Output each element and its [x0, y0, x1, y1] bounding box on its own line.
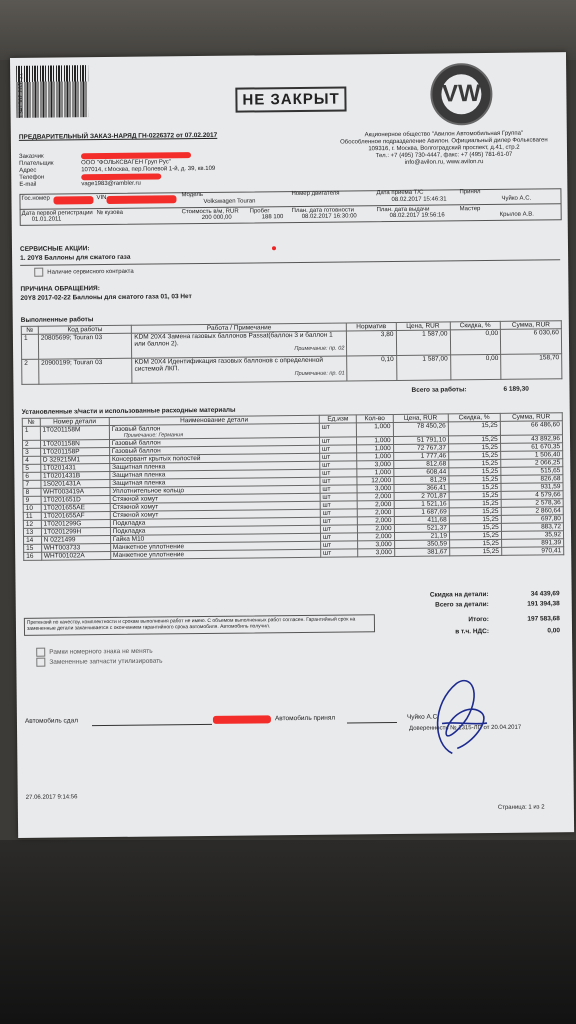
works-header-cell: Сумма, RUR: [500, 321, 561, 330]
work-discount: 0,00: [450, 329, 501, 355]
power-of-attorney: Доверенность № 1315-ЛП от 20.04.2017: [409, 724, 522, 732]
company-line: Акционерное общество "Авилон Автомобильная Группа": [364, 130, 524, 139]
background-top: [0, 0, 576, 60]
part-number: 11: [23, 512, 41, 520]
discount-value: 34 439,69: [530, 590, 560, 598]
receive-label: Дата приема Т/С: [376, 189, 424, 197]
works-total-label: Всего за работы:: [411, 386, 467, 394]
work-name: KDM 20X4 Замена газовых баллонов Passat(баллон 3 и баллон 1 или баллон 2). Примечание: пр. 02: [132, 331, 347, 358]
part-code: 1T0201431: [40, 463, 109, 472]
part-price: 411,68: [394, 516, 449, 525]
part-code: 1T0201158N: [40, 439, 109, 448]
part-price: 812,68: [393, 460, 448, 469]
works-header-cell: Норматив: [347, 322, 396, 331]
part-price: 1 687,69: [394, 508, 449, 517]
part-discount: 15,25: [449, 483, 501, 492]
part-sum: 2 066,25: [500, 459, 562, 468]
signature: [411, 673, 502, 764]
part-qty: 2,000: [358, 517, 394, 525]
master-value: Крылов А.В.: [499, 211, 534, 218]
part-sum: 515,65: [501, 467, 563, 476]
company-line: info@avilon.ru, www.avilon.ru: [404, 159, 484, 166]
engine-label: Номер двигателя: [291, 190, 340, 198]
part-discount: 15,25: [449, 475, 501, 484]
part-price: 1 777,46: [393, 452, 448, 461]
part-sum: 883,72: [501, 523, 563, 532]
part-number: 6: [23, 472, 41, 480]
reg-label: Дата первой регистрации: [21, 210, 93, 217]
part-discount: 15,25: [449, 531, 501, 540]
plan-label: План. дата готовности: [291, 207, 355, 215]
part-discount: 15,25: [448, 421, 500, 436]
part-code: 1T0201651D: [41, 495, 110, 504]
part-number: 16: [24, 552, 42, 560]
accepted-sign-label: Автомобиль принял: [274, 714, 336, 723]
part-sum: 1 506,40: [500, 451, 562, 460]
part-price: 350,59: [394, 540, 449, 549]
work-number: 2: [22, 359, 39, 384]
redaction: [106, 195, 176, 204]
part-qty: 1,000: [357, 469, 393, 477]
part-number: 5: [23, 464, 41, 472]
part-name: Подкладка: [110, 525, 320, 535]
reg-value: 01.01.2011: [31, 216, 62, 223]
works-total-value: 6 189,30: [503, 385, 529, 393]
parts-header-cell: Наименование детали: [109, 415, 319, 425]
part-unit: шт: [320, 485, 358, 493]
part-qty: 2,000: [358, 533, 394, 541]
part-name: Защитная пленка: [110, 461, 320, 471]
works-header-cell: Код работы: [38, 325, 132, 334]
payer-value: ООО "ФОЛЬКСВАГЕН Груп Рус": [81, 159, 171, 167]
parts-header-cell: Скидка, %: [448, 413, 500, 422]
works-header-cell: Цена, RUR: [396, 322, 450, 331]
work-price: 1 587,00: [396, 330, 450, 356]
part-code: 1S0201431A: [41, 479, 110, 488]
check-frame-row: [36, 647, 152, 657]
parts-table: [22, 412, 564, 561]
redaction: [53, 196, 93, 204]
part-discount: 15,25: [449, 499, 501, 508]
part-qty: 3,000: [357, 461, 393, 469]
mileage-label: Пробег: [249, 208, 270, 215]
work-norm: 0,10: [347, 355, 396, 381]
part-name: Стяжной хомут: [110, 501, 320, 511]
check-parts-label: Замененные запчасти утилизировать: [49, 657, 163, 666]
part-discount: 15,25: [449, 539, 501, 548]
work-sum: 6 030,60: [501, 329, 562, 355]
part-price: 1 521,16: [394, 500, 449, 509]
part-discount: 15,25: [448, 443, 500, 452]
part-unit: шт: [319, 423, 357, 437]
parts-checkbox[interactable]: [36, 658, 45, 667]
part-sum: 826,68: [501, 475, 563, 484]
part-name: Подкладка: [110, 517, 320, 527]
issue-value: 08.02.2017 19:56:16: [389, 212, 445, 220]
redaction: [81, 152, 191, 159]
part-number: 1: [22, 426, 40, 440]
part-unit: шт: [320, 501, 358, 509]
part-unit: шт: [319, 445, 357, 453]
part-discount: 15,25: [449, 515, 501, 524]
frame-checkbox[interactable]: [36, 648, 45, 657]
issue-label: План. дата выдачи: [376, 206, 430, 214]
parts-header-cell: Ед.изм: [319, 415, 357, 423]
part-qty: 2,000: [358, 509, 394, 517]
part-price: 608,44: [393, 468, 448, 477]
stamp: НЕ ЗАКРЫТ: [235, 86, 347, 112]
part-sum: 891,39: [501, 539, 563, 548]
part-name: Стяжной хомут: [110, 509, 320, 519]
service-actions-item: 1. 20Y8 Баллоны для сжатого газа: [20, 253, 131, 262]
barcode: [16, 65, 89, 118]
work-number: 1: [21, 334, 38, 359]
part-sum: 2 578,36: [501, 499, 563, 508]
company-line: Обособленное подразделение Авилон. Официальный дилер Фольксваген: [340, 137, 548, 146]
work-name: KDM 20X4 Идентификация газовых баллонов с определенной системой ЛКП. Примечание: пр. 01: [132, 356, 347, 383]
part-code: 1T0201431B: [40, 471, 109, 480]
work-note: Примечание: пр. 02: [294, 345, 345, 353]
part-code: WHT003733: [41, 543, 110, 552]
part-number: 14: [24, 536, 42, 544]
part-price: 81,29: [394, 476, 449, 485]
part-name: Защитная пленка: [110, 469, 320, 479]
part-number: 12: [23, 520, 41, 528]
footer-datetime: 27.06.2017 9:14:56: [25, 794, 78, 801]
part-number: 10: [23, 504, 41, 512]
part-sum: 43 892,96: [500, 435, 562, 444]
parts-header-cell: Цена, RUR: [393, 414, 448, 423]
company-line: Тел.: +7 (495) 730-4447, факс: +7 (495) 781-61-07: [375, 151, 513, 160]
part-qty: 1,000: [357, 423, 394, 437]
part-number: 3: [23, 448, 41, 456]
part-sum: 4 579,66: [501, 491, 563, 500]
works-row: [22, 354, 562, 385]
plan-value: 08.02.2017 16:30:00: [301, 213, 357, 220]
model-label: Модель: [181, 191, 204, 199]
part-discount: 15,25: [449, 467, 501, 476]
part-code: 1T0201158M: [40, 425, 109, 440]
part-unit: шт: [320, 509, 358, 517]
part-unit: шт: [320, 477, 358, 485]
part-unit: шт: [319, 453, 357, 461]
part-qty: 12,000: [357, 477, 393, 485]
footer-page: Страница: 1 из 2: [497, 804, 545, 811]
part-unit: шт: [320, 525, 358, 533]
part-sum: 970,41: [501, 547, 563, 556]
email-value: vage1983@rambler.ru: [81, 180, 141, 188]
company-line: 109316, г. Москва, Волгоградский проспект, д.41, стр.2: [368, 144, 520, 153]
part-number: 7: [23, 480, 41, 488]
part-qty: 2,000: [357, 493, 393, 501]
part-discount: 15,25: [449, 459, 501, 468]
parts-total-label: Всего за детали:: [435, 601, 489, 609]
vat-value: 0,00: [547, 627, 561, 635]
vw-logo: VW: [430, 63, 493, 126]
part-unit: шт: [320, 549, 358, 557]
part-unit: шт: [320, 469, 358, 477]
check-parts-row: [36, 656, 162, 667]
work-discount: 0,00: [450, 354, 501, 380]
part-qty: 1,000: [357, 445, 393, 453]
part-code: 1T0201655AE: [41, 503, 110, 512]
part-name: Газовый баллон Примечание: Германия: [109, 423, 319, 439]
master-label: Мастер: [459, 206, 481, 213]
works-table: [21, 320, 563, 385]
part-qty: 3,000: [358, 541, 394, 549]
work-code: 20900199; Touran 03: [39, 358, 133, 384]
body-label: № кузова: [96, 209, 123, 217]
part-code: WHT001022A: [41, 551, 110, 560]
part-number: 15: [24, 544, 42, 552]
works-header-cell: Работа / Примечание: [132, 323, 347, 333]
parts-header-cell: Кол-во: [357, 415, 393, 423]
part-price: 521,37: [394, 524, 449, 533]
part-discount: 15,25: [449, 523, 501, 532]
parts-title: Установленные з/части и использованные расходные материалы: [21, 406, 236, 416]
works-header-cell: Скидка, %: [450, 321, 501, 330]
address-value: 107014, г.Москва, пер.Полевой 1-й, д. 39, кв.109: [81, 165, 216, 174]
doc-title: ПРЕДВАРИТЕЛЬНЫЙ ЗАКАЗ-НАРЯД ГН-0226372 от 07.02.2017: [18, 131, 218, 141]
part-unit: шт: [320, 517, 358, 525]
part-price: 366,41: [394, 484, 449, 493]
work-sum: 158,70: [501, 354, 562, 380]
part-code: 1T0201299G: [41, 519, 110, 528]
part-number: 4: [23, 456, 41, 464]
part-name: Газовый баллон: [109, 445, 319, 455]
part-number: 9: [23, 496, 41, 504]
service-actions-title: СЕРВИСНЫЕ АКЦИИ:: [19, 245, 90, 253]
part-price: 72 767,37: [393, 444, 448, 453]
part-name: Стяжной хомут: [110, 493, 320, 503]
part-qty: 2,000: [357, 501, 393, 509]
part-code: 1T0201655AF: [41, 511, 110, 520]
part-sum: 697,80: [501, 515, 563, 524]
total-label: Итого:: [468, 616, 489, 624]
works-header-cell: №: [21, 326, 38, 334]
redaction: [81, 173, 161, 180]
mileage-value: 188 100: [261, 214, 284, 221]
work-price: 1 587,00: [396, 355, 450, 381]
part-unit: шт: [319, 437, 357, 445]
redaction: [213, 715, 271, 724]
part-number: 8: [23, 488, 41, 496]
customer-labels: Заказчик Плательщик Адрес Телефон E-mail: [19, 153, 54, 188]
work-norm: 3,80: [347, 330, 396, 356]
parts-header-cell: №: [22, 418, 40, 426]
parts-header-cell: Сумма, RUR: [500, 413, 562, 422]
reason-text: 20Y8 2017-02-22 Баллоны для сжатого газа 01, 03 Нет: [20, 293, 192, 302]
discount-label: Скидка на детали:: [429, 591, 489, 599]
part-name: Консервант крытых полостей: [109, 453, 319, 463]
claim-text: Претензий по качеству, комплектности и срокам выполнения работ не имею. С объемом выполненных работ согласен. Гарантийный срок на замененные детали заканчивается с окончанием гарантийного срока автомобиля. Автомобиль получил.: [24, 614, 375, 636]
model-value: Volkswagen Touran: [203, 198, 256, 205]
part-discount: 15,25: [450, 547, 502, 556]
part-number: 2: [23, 440, 41, 448]
part-price: 381,67: [394, 548, 449, 557]
handed-label: Автомобиль сдал: [24, 717, 79, 725]
part-sum: 61 670,35: [500, 443, 562, 452]
document-sheet: [10, 52, 574, 838]
part-name: Манжетное уплотнение: [110, 541, 320, 551]
reason-title: ПРИЧИНА ОБРАЩЕНИЯ:: [20, 285, 100, 293]
part-code: D 329215M1: [40, 455, 109, 464]
part-name: Защитная пленка: [110, 477, 320, 487]
part-unit: шт: [320, 533, 358, 541]
vin-label: VIN: [96, 194, 107, 202]
parts-header-cell: Номер детали: [40, 417, 109, 426]
part-price: 51 791,10: [393, 436, 448, 445]
barcode-number: 1341582 263721: [18, 72, 25, 118]
part-unit: шт: [320, 461, 358, 469]
part-qty: 1,000: [357, 437, 393, 445]
part-qty: 3,000: [358, 549, 394, 557]
part-name: Газовый баллон: [109, 437, 319, 447]
part-name: Гайка M10: [110, 533, 320, 543]
receive-value: 08.02.2017 15:46:31: [391, 196, 447, 204]
part-name: Уплотнительное кольцо: [110, 485, 320, 495]
part-price: 2 701,87: [394, 492, 449, 501]
check-frame-label: Рамки номерного знака не менять: [49, 647, 153, 656]
part-discount: 15,25: [448, 435, 500, 444]
part-sum: 66 486,60: [500, 421, 562, 436]
part-price: 21,19: [394, 532, 449, 541]
part-sum: 35,92: [501, 531, 563, 540]
part-discount: 15,25: [449, 491, 501, 500]
cost-value: 200 000,00: [201, 214, 232, 222]
contract-label: Наличие сервисного контракта: [47, 268, 134, 276]
part-code: 1T0201158P: [40, 447, 109, 456]
part-qty: 2,000: [358, 525, 394, 533]
part-unit: шт: [320, 493, 358, 501]
part-discount: 15,25: [449, 507, 501, 516]
gos-label: Гос.номер: [21, 195, 50, 202]
sign-name: Чуйко А.С.: [406, 713, 440, 721]
part-name: Манжетное уплотнение: [110, 549, 320, 559]
part-discount: 15,25: [449, 451, 501, 460]
part-price: 78 450,26: [393, 422, 448, 437]
contract-checkbox-row: [34, 267, 133, 277]
parts-total-value: 191 394,38: [527, 600, 560, 608]
company-block: [329, 130, 559, 167]
part-sum: 931,59: [501, 483, 563, 492]
works-title: Выполненные работы: [20, 316, 94, 324]
cost-label: Стоимость в/м, RUR: [181, 208, 239, 216]
background-bottom: [0, 840, 576, 1024]
part-qty: 1,000: [357, 453, 393, 461]
part-code: 1T0201299H: [41, 527, 110, 536]
part-code: WHT003419A: [41, 487, 110, 496]
part-unit: шт: [320, 541, 358, 549]
part-code: N 0221499: [41, 535, 110, 544]
red-dot: [272, 246, 276, 250]
work-note: Примечание: пр. 01: [294, 370, 345, 378]
part-note: Примечание: Германия: [123, 432, 184, 439]
part-qty: 3,000: [357, 485, 393, 493]
work-code: 20805699; Touran 03: [38, 333, 132, 359]
contract-checkbox[interactable]: [34, 268, 43, 277]
vat-label: в т.ч. НДС:: [455, 628, 490, 636]
part-number: 13: [23, 528, 41, 536]
accepted-label: Принял: [459, 189, 481, 196]
part-sum: 2 860,64: [501, 507, 563, 516]
total-value: 197 583,68: [527, 615, 560, 623]
accepted-value: Чуйко А.С.: [501, 195, 532, 202]
